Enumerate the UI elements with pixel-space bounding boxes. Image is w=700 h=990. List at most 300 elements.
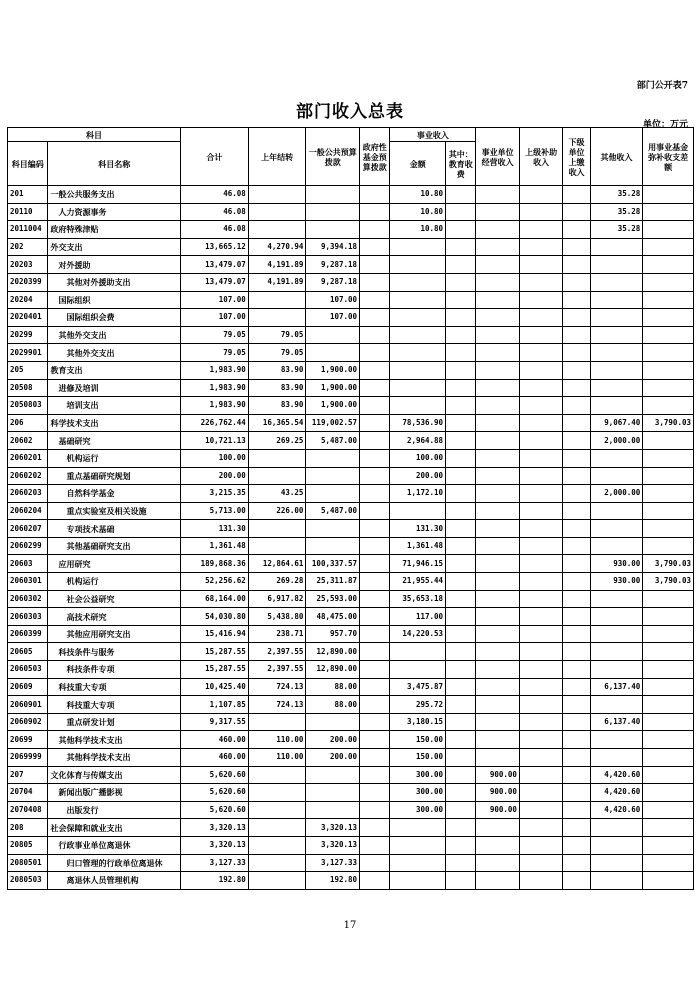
table-row <box>8 731 694 749</box>
cell-edu-fee <box>446 432 476 450</box>
cell-carryover <box>248 221 306 239</box>
cell-other <box>590 854 643 872</box>
cell-operating <box>476 643 520 661</box>
cell-operating <box>476 449 520 467</box>
cell-other <box>590 344 643 362</box>
row-code: 2070408 <box>8 801 48 819</box>
table-row <box>8 819 694 837</box>
cell-other <box>590 449 643 467</box>
cell-edu-fee <box>446 379 476 397</box>
cell-carryover <box>248 801 306 819</box>
row-code: 2060204 <box>8 502 48 520</box>
cell-general-budget: 100,337.57 <box>306 555 360 573</box>
cell-total: 1,983.90 <box>181 379 249 397</box>
table-row <box>8 273 694 291</box>
cell-subsidy-upper <box>519 256 563 274</box>
row-name: 基础研究 <box>48 432 181 450</box>
cell-fund-fill <box>643 801 694 819</box>
row-code: 20704 <box>8 784 48 802</box>
cell-lower-unit <box>563 678 590 696</box>
cell-edu-fee <box>446 256 476 274</box>
header-lower-unit: 下级单位上缴收入 <box>563 128 590 186</box>
cell-other <box>590 379 643 397</box>
cell-edu-fee <box>446 273 476 291</box>
cell-cause-amount: 117.00 <box>390 608 446 626</box>
cell-edu-fee <box>446 836 476 854</box>
cell-edu-fee <box>446 661 476 679</box>
cell-subsidy-upper <box>519 731 563 749</box>
cell-subsidy-upper <box>519 625 563 643</box>
cell-lower-unit <box>563 326 590 344</box>
table-row <box>8 625 694 643</box>
cell-subsidy-upper <box>519 238 563 256</box>
table-row <box>8 432 694 450</box>
cell-lower-unit <box>563 309 590 327</box>
cell-subsidy-upper <box>519 555 563 573</box>
cell-cause-amount <box>390 361 446 379</box>
cell-lower-unit <box>563 537 590 555</box>
row-code: 20602 <box>8 432 48 450</box>
cell-fund-fill <box>643 273 694 291</box>
cell-cause-amount <box>390 344 446 362</box>
row-code: 2060301 <box>8 573 48 591</box>
row-name: 其他科学技术支出 <box>48 731 181 749</box>
cell-operating <box>476 414 520 432</box>
cell-carryover: 110.00 <box>248 749 306 767</box>
cell-other <box>590 502 643 520</box>
cell-cause-amount <box>390 854 446 872</box>
cell-fund-fill <box>643 713 694 731</box>
cell-gov-fund <box>360 432 390 450</box>
table-row <box>8 256 694 274</box>
cell-gov-fund <box>360 661 390 679</box>
cell-gov-fund <box>360 872 390 890</box>
cell-operating <box>476 537 520 555</box>
cell-operating <box>476 836 520 854</box>
cell-carryover: 4,191.89 <box>248 273 306 291</box>
cell-fund-fill <box>643 854 694 872</box>
table-row <box>8 643 694 661</box>
row-name: 重点研发计划 <box>48 713 181 731</box>
cell-fund-fill <box>643 397 694 415</box>
cell-edu-fee <box>446 344 476 362</box>
row-name: 科技重大专项 <box>48 696 181 714</box>
cell-other: 930.00 <box>590 573 643 591</box>
cell-total: 192.80 <box>181 872 249 890</box>
row-name: 进修及培训 <box>48 379 181 397</box>
row-name: 重点实验室及相关设施 <box>48 502 181 520</box>
cell-fund-fill <box>643 520 694 538</box>
header-carryover: 上年结转 <box>248 128 306 186</box>
cell-cause-amount: 2,964.88 <box>390 432 446 450</box>
row-code: 206 <box>8 414 48 432</box>
cell-edu-fee <box>446 361 476 379</box>
cell-lower-unit <box>563 256 590 274</box>
cell-edu-fee <box>446 731 476 749</box>
cell-general-budget <box>306 485 360 503</box>
cell-gov-fund <box>360 326 390 344</box>
row-code: 202 <box>8 238 48 256</box>
cell-total: 79.05 <box>181 344 249 362</box>
table-row <box>8 590 694 608</box>
cell-gov-fund <box>360 467 390 485</box>
cell-fund-fill <box>643 537 694 555</box>
cell-operating <box>476 291 520 309</box>
cell-total: 46.08 <box>181 203 249 221</box>
cell-total: 3,320.13 <box>181 836 249 854</box>
row-name: 归口管理的行政单位离退休 <box>48 854 181 872</box>
cell-gov-fund <box>360 379 390 397</box>
cell-operating <box>476 467 520 485</box>
cell-operating <box>476 520 520 538</box>
cell-gov-fund <box>360 643 390 661</box>
cell-subsidy-upper <box>519 449 563 467</box>
cell-general-budget: 200.00 <box>306 749 360 767</box>
cell-fund-fill: 3,790.03 <box>643 414 694 432</box>
cell-lower-unit <box>563 502 590 520</box>
cell-other <box>590 731 643 749</box>
table-row <box>8 766 694 784</box>
cell-lower-unit <box>563 203 590 221</box>
cell-general-budget <box>306 326 360 344</box>
cell-total: 107.00 <box>181 291 249 309</box>
cell-operating <box>476 397 520 415</box>
cell-general-budget <box>306 520 360 538</box>
header-other: 其他收入 <box>590 128 643 186</box>
header-subject: 科目 <box>8 128 181 142</box>
cell-gov-fund <box>360 309 390 327</box>
row-name: 人力资源事务 <box>48 203 181 221</box>
cell-carryover: 4,270.94 <box>248 238 306 256</box>
cell-general-budget: 5,487.00 <box>306 432 360 450</box>
row-name: 一般公共服务支出 <box>48 186 181 204</box>
table-row <box>8 326 694 344</box>
cell-gov-fund <box>360 449 390 467</box>
table-row <box>8 608 694 626</box>
cell-operating <box>476 678 520 696</box>
cell-general-budget <box>306 344 360 362</box>
cell-general-budget: 25,311.87 <box>306 573 360 591</box>
cell-total: 1,107.85 <box>181 696 249 714</box>
row-code: 2060302 <box>8 590 48 608</box>
table-row <box>8 749 694 767</box>
cell-carryover: 6,917.82 <box>248 590 306 608</box>
cell-other <box>590 625 643 643</box>
cell-other <box>590 749 643 767</box>
cell-subsidy-upper <box>519 414 563 432</box>
cell-total: 52,256.62 <box>181 573 249 591</box>
cell-operating: 900.00 <box>476 784 520 802</box>
row-name: 国际组织会费 <box>48 309 181 327</box>
cell-gov-fund <box>360 731 390 749</box>
cell-operating <box>476 326 520 344</box>
unit-label: 单位：万元 <box>642 120 688 130</box>
cell-lower-unit <box>563 749 590 767</box>
cell-total: 107.00 <box>181 309 249 327</box>
cell-fund-fill <box>643 696 694 714</box>
cell-carryover <box>248 309 306 327</box>
cell-fund-fill <box>643 625 694 643</box>
cell-total: 10,721.13 <box>181 432 249 450</box>
row-name: 其他对外援助支出 <box>48 273 181 291</box>
cell-subsidy-upper <box>519 520 563 538</box>
cell-subsidy-upper <box>519 836 563 854</box>
header-edu-fee: 其中：教育收费 <box>446 142 476 186</box>
cell-other <box>590 537 643 555</box>
cell-lower-unit <box>563 344 590 362</box>
cell-cause-amount: 21,955.44 <box>390 573 446 591</box>
cell-total: 1,983.90 <box>181 361 249 379</box>
cell-gov-fund <box>360 608 390 626</box>
row-code: 2080501 <box>8 854 48 872</box>
row-name: 机构运行 <box>48 573 181 591</box>
cell-general-budget: 9,287.18 <box>306 256 360 274</box>
cell-cause-amount <box>390 643 446 661</box>
cell-edu-fee <box>446 238 476 256</box>
cell-gov-fund <box>360 590 390 608</box>
cell-general-budget: 88.00 <box>306 678 360 696</box>
cell-cause-amount <box>390 872 446 890</box>
cell-carryover: 269.28 <box>248 573 306 591</box>
cell-carryover: 2,397.55 <box>248 661 306 679</box>
cell-fund-fill <box>643 819 694 837</box>
row-code: 2060299 <box>8 537 48 555</box>
table-row <box>8 784 694 802</box>
cell-general-budget: 3,320.13 <box>306 836 360 854</box>
table-row <box>8 361 694 379</box>
row-code: 2060203 <box>8 485 48 503</box>
cell-lower-unit <box>563 379 590 397</box>
cell-other <box>590 661 643 679</box>
cell-carryover: 110.00 <box>248 731 306 749</box>
cell-cause-amount: 300.00 <box>390 766 446 784</box>
header-operating: 事业单位经营收入 <box>476 128 520 186</box>
cell-fund-fill <box>643 836 694 854</box>
cell-total: 1,983.90 <box>181 397 249 415</box>
row-code: 2060303 <box>8 608 48 626</box>
row-code: 20805 <box>8 836 48 854</box>
cell-subsidy-upper <box>519 784 563 802</box>
cell-operating <box>476 749 520 767</box>
cell-edu-fee <box>446 467 476 485</box>
cell-cause-amount: 295.72 <box>390 696 446 714</box>
row-name: 机构运行 <box>48 449 181 467</box>
cell-subsidy-upper <box>519 713 563 731</box>
cell-carryover: 269.25 <box>248 432 306 450</box>
row-name: 其他外交支出 <box>48 326 181 344</box>
row-name: 自然科学基金 <box>48 485 181 503</box>
income-summary-table <box>7 127 694 890</box>
table-row <box>8 537 694 555</box>
header-fund-fill: 用事业基金弥补收支差额 <box>643 128 694 186</box>
cell-fund-fill <box>643 186 694 204</box>
cell-carryover <box>248 520 306 538</box>
cell-subsidy-upper <box>519 696 563 714</box>
cell-general-budget: 9,394.18 <box>306 238 360 256</box>
cell-subsidy-upper <box>519 344 563 362</box>
row-name: 其他外交支出 <box>48 344 181 362</box>
cell-carryover <box>248 291 306 309</box>
cell-fund-fill <box>643 749 694 767</box>
cell-edu-fee <box>446 555 476 573</box>
row-code: 2060207 <box>8 520 48 538</box>
cell-lower-unit <box>563 291 590 309</box>
cell-lower-unit <box>563 221 590 239</box>
cell-fund-fill <box>643 502 694 520</box>
cell-lower-unit <box>563 854 590 872</box>
cell-subsidy-upper <box>519 854 563 872</box>
cell-fund-fill <box>643 238 694 256</box>
cell-lower-unit <box>563 819 590 837</box>
row-name: 专项技术基础 <box>48 520 181 538</box>
cell-gov-fund <box>360 520 390 538</box>
cell-cause-amount: 1,172.10 <box>390 485 446 503</box>
row-code: 2080503 <box>8 872 48 890</box>
cell-general-budget: 12,890.00 <box>306 643 360 661</box>
cell-general-budget <box>306 186 360 204</box>
cell-subsidy-upper <box>519 326 563 344</box>
cell-subsidy-upper <box>519 801 563 819</box>
cell-fund-fill <box>643 731 694 749</box>
cell-carryover: 79.05 <box>248 344 306 362</box>
cell-edu-fee <box>446 784 476 802</box>
row-code: 20204 <box>8 291 48 309</box>
cell-carryover <box>248 537 306 555</box>
row-code: 2029901 <box>8 344 48 362</box>
row-code: 2060202 <box>8 467 48 485</box>
cell-cause-amount <box>390 397 446 415</box>
cell-operating <box>476 432 520 450</box>
cell-edu-fee <box>446 590 476 608</box>
cell-subsidy-upper <box>519 273 563 291</box>
cell-operating <box>476 713 520 731</box>
cell-cause-amount: 35,653.18 <box>390 590 446 608</box>
cell-total: 10,425.40 <box>181 678 249 696</box>
row-name: 应用研究 <box>48 555 181 573</box>
table-row <box>8 397 694 415</box>
cell-gov-fund <box>360 502 390 520</box>
row-code: 2050803 <box>8 397 48 415</box>
row-name: 科技条件与服务 <box>48 643 181 661</box>
cell-total: 13,479.07 <box>181 256 249 274</box>
cell-total: 460.00 <box>181 749 249 767</box>
cell-gov-fund <box>360 273 390 291</box>
header-code: 科目编码 <box>8 142 48 186</box>
cell-general-budget: 957.70 <box>306 625 360 643</box>
cell-operating <box>476 256 520 274</box>
cell-other: 4,420.60 <box>590 766 643 784</box>
cell-gov-fund <box>360 238 390 256</box>
cell-subsidy-upper <box>519 502 563 520</box>
cell-edu-fee <box>446 291 476 309</box>
cell-subsidy-upper <box>519 766 563 784</box>
cell-total: 460.00 <box>181 731 249 749</box>
cell-edu-fee <box>446 819 476 837</box>
table-row <box>8 291 694 309</box>
header-amount: 金额 <box>390 142 446 186</box>
cell-gov-fund <box>360 256 390 274</box>
cell-edu-fee <box>446 309 476 327</box>
row-code: 201 <box>8 186 48 204</box>
cell-cause-amount: 10.80 <box>390 186 446 204</box>
cell-cause-amount: 150.00 <box>390 749 446 767</box>
cell-other <box>590 643 643 661</box>
row-code: 2060399 <box>8 625 48 643</box>
cell-total: 5,620.60 <box>181 766 249 784</box>
cell-fund-fill <box>643 485 694 503</box>
cell-operating <box>476 186 520 204</box>
cell-other: 35.28 <box>590 203 643 221</box>
cell-general-budget: 25,593.00 <box>306 590 360 608</box>
cell-edu-fee <box>446 608 476 626</box>
row-code: 205 <box>8 361 48 379</box>
cell-gov-fund <box>360 573 390 591</box>
cell-operating <box>476 854 520 872</box>
cell-subsidy-upper <box>519 291 563 309</box>
cell-other: 6,137.40 <box>590 678 643 696</box>
row-name: 行政事业单位离退休 <box>48 836 181 854</box>
cell-general-budget: 3,127.33 <box>306 854 360 872</box>
cell-fund-fill: 3,790.03 <box>643 555 694 573</box>
cell-carryover <box>248 766 306 784</box>
cell-carryover <box>248 872 306 890</box>
row-code: 2020401 <box>8 309 48 327</box>
table-row <box>8 238 694 256</box>
cell-total: 79.05 <box>181 326 249 344</box>
table-row <box>8 872 694 890</box>
cell-gov-fund <box>360 678 390 696</box>
cell-carryover: 12,864.61 <box>248 555 306 573</box>
cell-lower-unit <box>563 485 590 503</box>
cell-subsidy-upper <box>519 432 563 450</box>
row-code: 2011004 <box>8 221 48 239</box>
cell-lower-unit <box>563 661 590 679</box>
cell-general-budget: 119,002.57 <box>306 414 360 432</box>
cell-other <box>590 696 643 714</box>
cell-other: 4,420.60 <box>590 801 643 819</box>
cell-other <box>590 256 643 274</box>
row-code: 20203 <box>8 256 48 274</box>
cell-edu-fee <box>446 766 476 784</box>
table-row <box>8 854 694 872</box>
cell-general-budget: 107.00 <box>306 291 360 309</box>
cell-edu-fee <box>446 449 476 467</box>
cell-operating <box>476 819 520 837</box>
cell-carryover: 2,397.55 <box>248 643 306 661</box>
cell-lower-unit <box>563 467 590 485</box>
cell-lower-unit <box>563 432 590 450</box>
header-general-budget: 一般公共预算拨款 <box>306 128 360 186</box>
row-name: 其他基础研究支出 <box>48 537 181 555</box>
cell-operating <box>476 573 520 591</box>
cell-subsidy-upper <box>519 872 563 890</box>
cell-cause-amount: 100.00 <box>390 449 446 467</box>
cell-carryover: 83.90 <box>248 397 306 415</box>
cell-lower-unit <box>563 361 590 379</box>
cell-cause-amount: 150.00 <box>390 731 446 749</box>
cell-subsidy-upper <box>519 309 563 327</box>
cell-operating <box>476 625 520 643</box>
cell-other: 35.28 <box>590 186 643 204</box>
cell-gov-fund <box>360 537 390 555</box>
cell-carryover: 5,438.80 <box>248 608 306 626</box>
cell-edu-fee <box>446 414 476 432</box>
row-code: 20605 <box>8 643 48 661</box>
row-name: 新闻出版广播影视 <box>48 784 181 802</box>
header-total: 合计 <box>181 128 249 186</box>
cell-fund-fill <box>643 221 694 239</box>
row-code: 208 <box>8 819 48 837</box>
